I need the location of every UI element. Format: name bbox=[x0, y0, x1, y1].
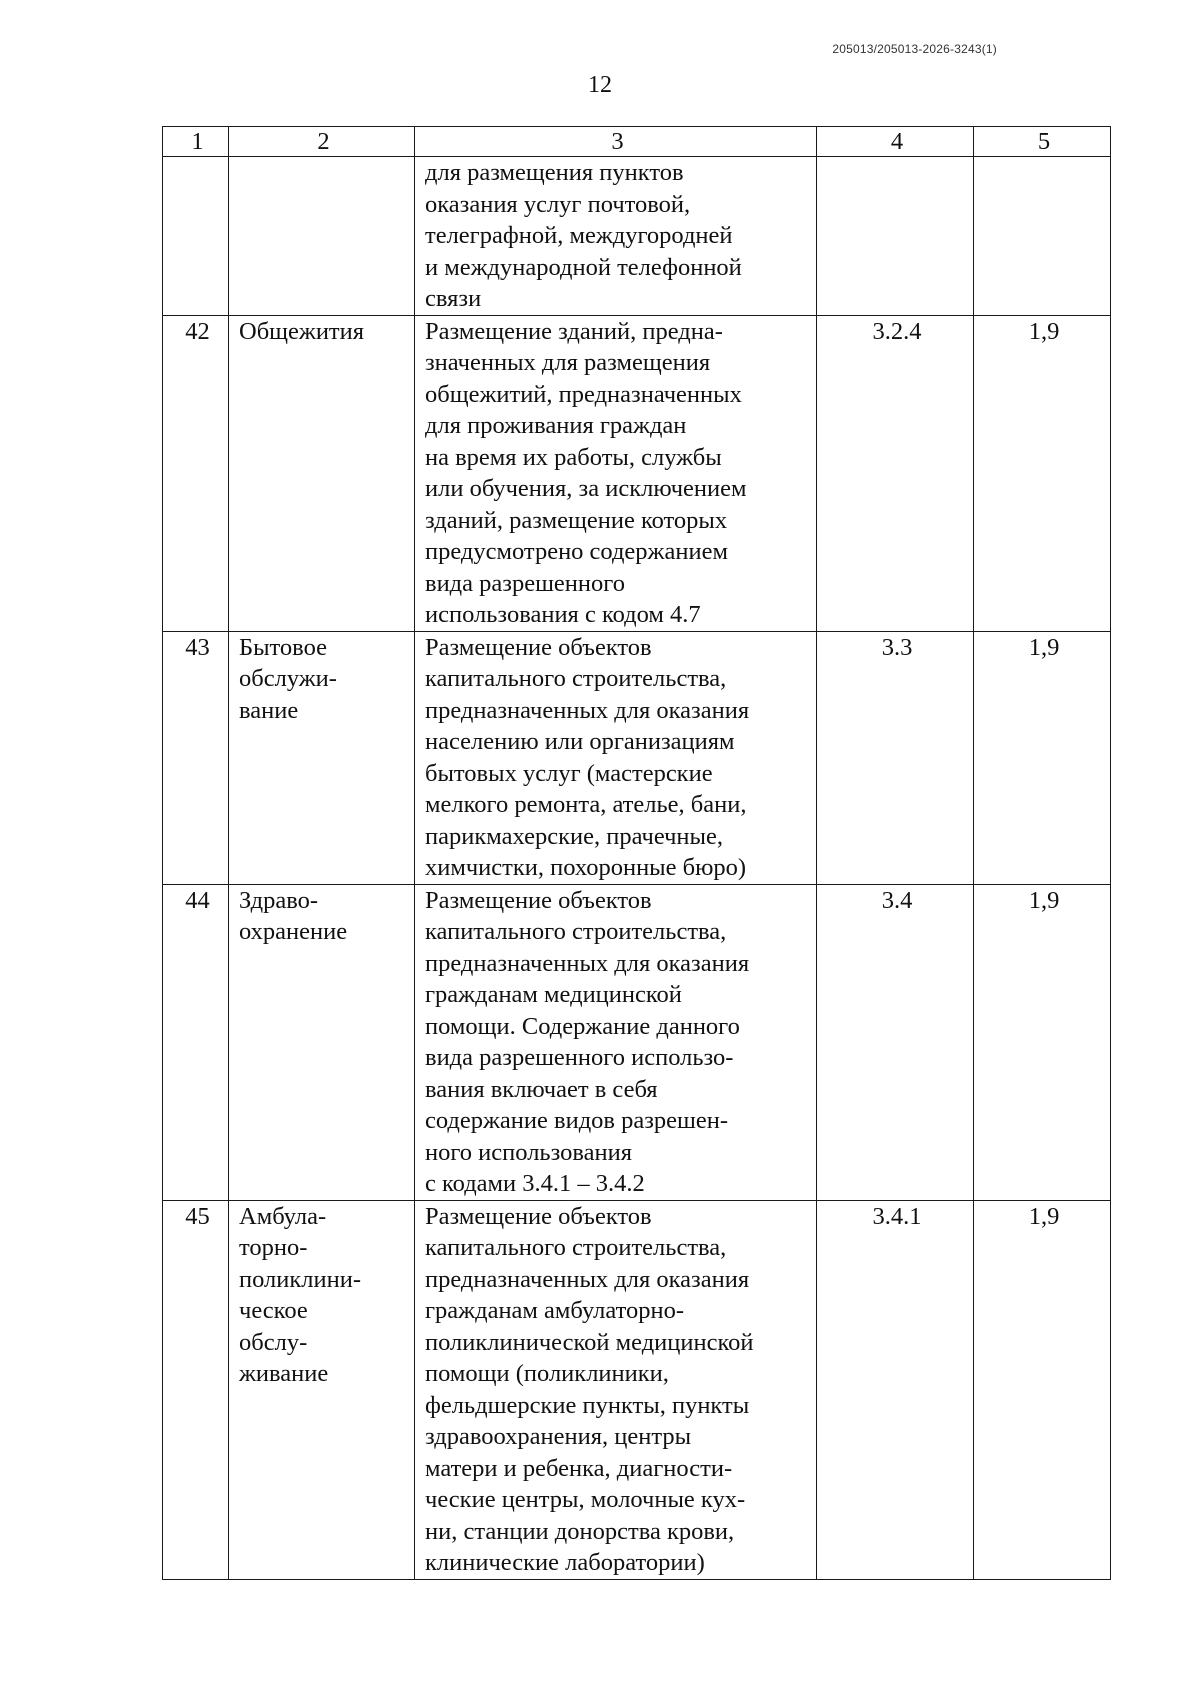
use-type-description: Размещение объектов капитального строительства, предназначенных для оказания населению или организациям бытовых услуг (мастерские мелкого ремонта, ателье, бани, парикмахерские, прачечные, химчистки, похоронные бюро) bbox=[415, 631, 817, 884]
column-header: 3 bbox=[415, 127, 817, 157]
column-header: 5 bbox=[974, 127, 1111, 157]
coefficient-value: 1,9 bbox=[974, 631, 1111, 884]
table-row bbox=[163, 157, 1111, 316]
column-header: 1 bbox=[163, 127, 229, 157]
use-type-description: Размещение зданий, предна- значенных для размещения общежитий, предназначенных для проживания граждан на время их работы, службы или обучения, за исключением зданий, размещение которых предусмотрено содержанием вида разрешенного использования с кодом 4.7 bbox=[415, 315, 817, 631]
use-type-code bbox=[817, 157, 974, 316]
coefficient-value: 1,9 bbox=[974, 884, 1111, 1200]
column-header: 4 bbox=[817, 127, 974, 157]
row-number: 43 bbox=[163, 631, 229, 884]
row-number: 45 bbox=[163, 1200, 229, 1579]
document-code: 205013/205013-2026-3243(1) bbox=[832, 42, 997, 56]
use-type-code: 3.2.4 bbox=[817, 315, 974, 631]
use-type-description: для размещения пунктов оказания услуг почтовой, телеграфной, междугородней и международной телефонной связи bbox=[415, 157, 817, 316]
row-number: 42 bbox=[163, 315, 229, 631]
header-row bbox=[163, 127, 1111, 157]
use-type-name: Здраво- охранение bbox=[229, 884, 415, 1200]
use-type-code: 3.4 bbox=[817, 884, 974, 1200]
table-row bbox=[163, 315, 1111, 631]
coefficient-value bbox=[974, 157, 1111, 316]
use-type-name: Бытовое обслужи- вание bbox=[229, 631, 415, 884]
land-use-table bbox=[162, 126, 1111, 1580]
use-type-code: 3.4.1 bbox=[817, 1200, 974, 1579]
table-row bbox=[163, 1200, 1111, 1579]
use-type-name: Амбула- торно- поликлини- ческое обслу- живание bbox=[229, 1200, 415, 1579]
table-row bbox=[163, 884, 1111, 1200]
page-number: 12 bbox=[588, 72, 612, 98]
coefficient-value: 1,9 bbox=[974, 315, 1111, 631]
coefficient-value: 1,9 bbox=[974, 1200, 1111, 1579]
use-type-name bbox=[229, 157, 415, 316]
row-number: 44 bbox=[163, 884, 229, 1200]
use-type-description: Размещение объектов капитального строительства, предназначенных для оказания гражданам амбулаторно- поликлинической медицинской помощи (поликлиники, фельдшерские пункты, пункты здравоохранения, центры матери и ребенка, диагности- ческие центры, молочные кух- ни, станции донорства крови, клинические лаборатории) bbox=[415, 1200, 817, 1579]
use-type-description: Размещение объектов капитального строительства, предназначенных для оказания гражданам медицинской помощи. Содержание данного вида разрешенного использо- вания включает в себя содержание видов разрешен- ного использования с кодами 3.4.1 – 3.4.2 bbox=[415, 884, 817, 1200]
use-type-name: Общежития bbox=[229, 315, 415, 631]
table-row bbox=[163, 631, 1111, 884]
row-number bbox=[163, 157, 229, 316]
column-header: 2 bbox=[229, 127, 415, 157]
use-type-code: 3.3 bbox=[817, 631, 974, 884]
